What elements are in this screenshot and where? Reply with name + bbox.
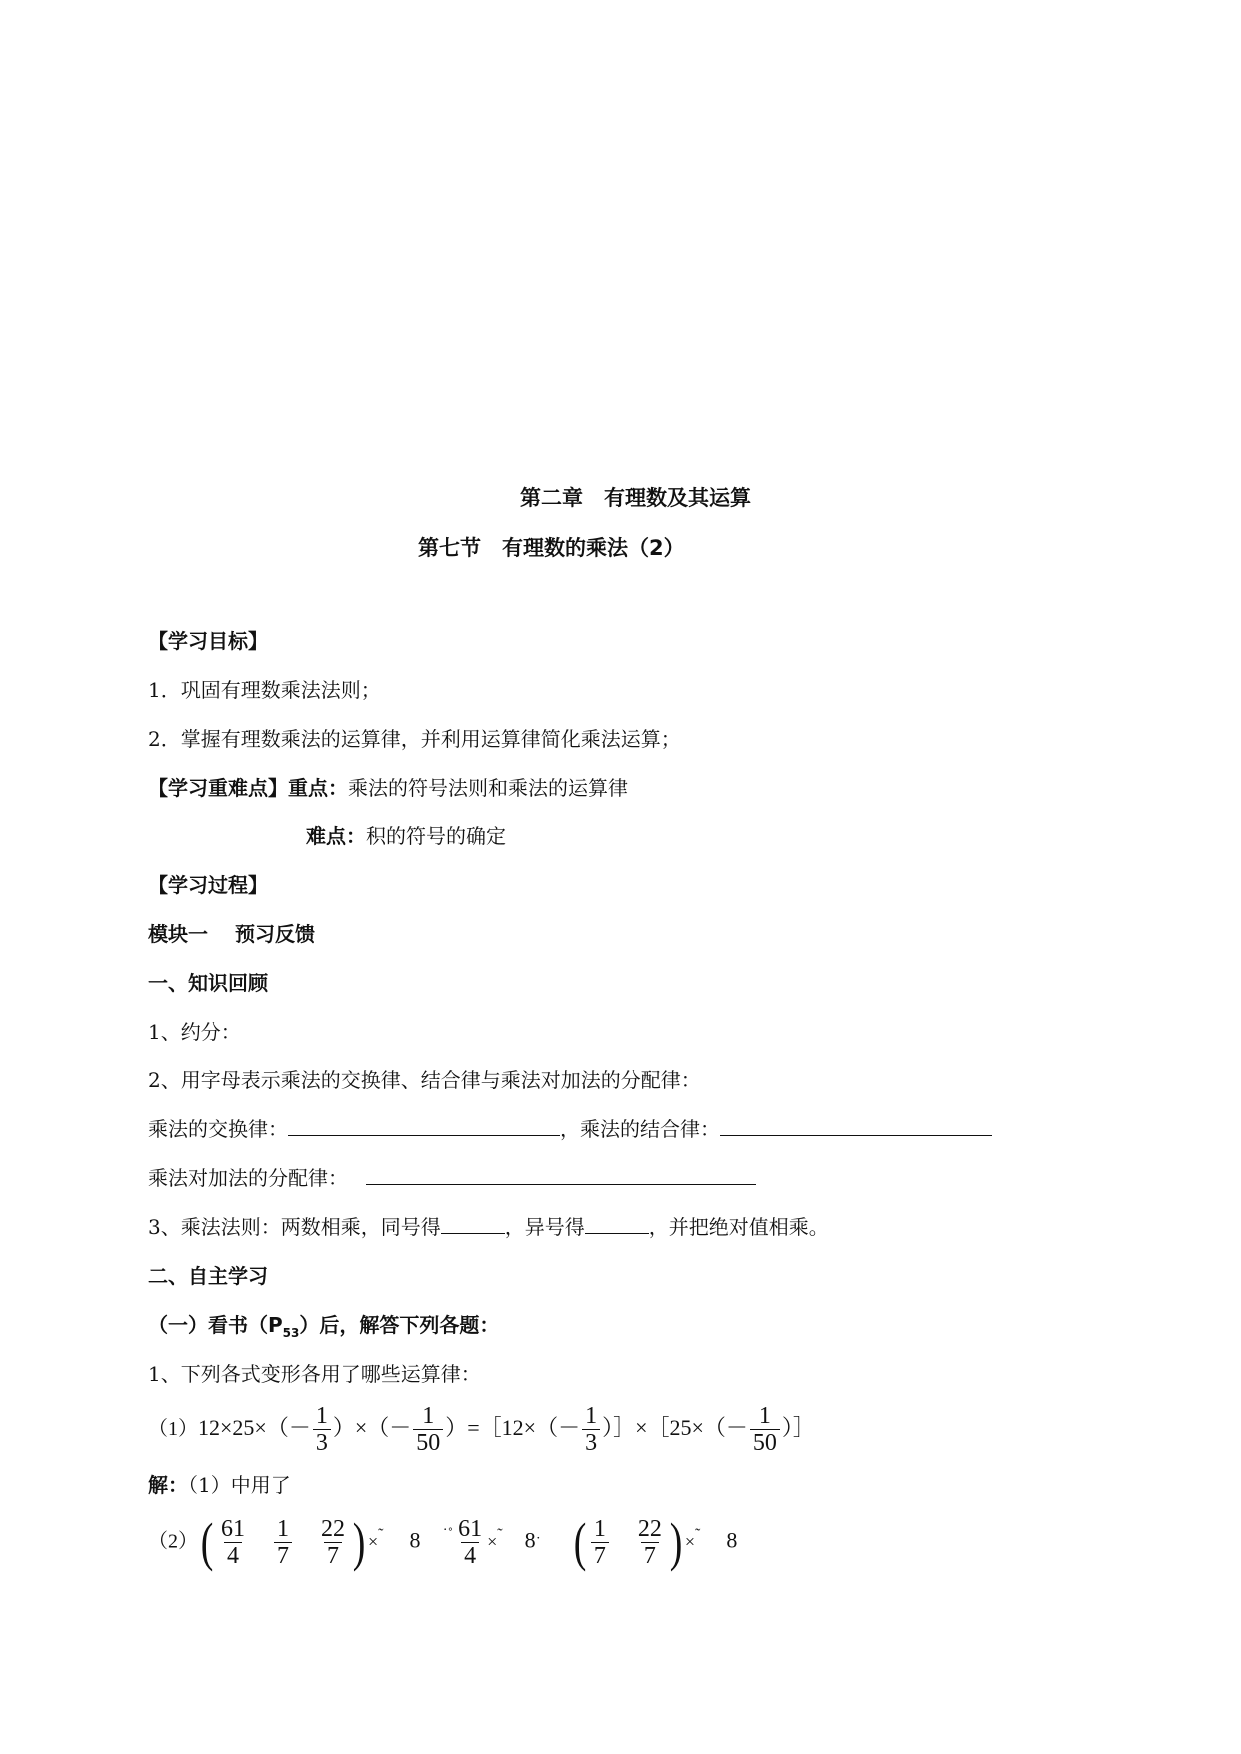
example-2 bbox=[148, 1502, 737, 1576]
ex2-open-paren: ( bbox=[200, 1512, 214, 1573]
distributive-label: 乘法对加法的分配律： bbox=[148, 1166, 348, 1190]
key-text: 乘法的符号法则和乘法的运算律 bbox=[348, 776, 628, 800]
section-title: 第七节 有理数的乘法（2） bbox=[418, 536, 685, 560]
ex2-close-paren-2: ) bbox=[669, 1512, 683, 1573]
difficult-text: 积的符号的确定 bbox=[366, 824, 506, 848]
ex2-eight-1: 8 bbox=[409, 1527, 421, 1553]
subheading-a: （一）看书（P bbox=[148, 1313, 283, 1337]
ex1-t1: 12×25×（－ bbox=[198, 1415, 311, 1440]
q3-part2: ，异号得 bbox=[504, 1215, 585, 1239]
ex2-tilde-2: ˜ bbox=[497, 1526, 503, 1543]
law-row-1 bbox=[148, 1115, 992, 1143]
objectives-heading: 【学习目标】 bbox=[148, 629, 268, 653]
objective-item-1: 1．巩固有理数乘法法则； bbox=[148, 678, 381, 702]
subheading-b: ）后，解答下列各题： bbox=[299, 1313, 500, 1337]
module-heading: 模块一 预习反馈 bbox=[148, 922, 315, 946]
ex2-frac-d: $\frac{61}{4}$ bbox=[458, 1515, 483, 1569]
q3-part1: 3、乘法法则：两数相乘，同号得 bbox=[148, 1215, 441, 1239]
self-study-subheading bbox=[148, 1311, 499, 1347]
review-q3 bbox=[148, 1213, 829, 1241]
ex2-eight-2: 8 bbox=[524, 1527, 536, 1553]
ex2-frac-a: $\frac{61}{4}$ bbox=[220, 1515, 245, 1569]
example-1 bbox=[148, 1398, 815, 1459]
associative-label: ，乘法的结合律： bbox=[560, 1117, 720, 1141]
ex2-frac-f: $\frac{22}{7}$ bbox=[637, 1515, 662, 1569]
key-label: 重点： bbox=[288, 776, 348, 800]
law-row-2 bbox=[148, 1164, 756, 1192]
same-sign-blank[interactable] bbox=[441, 1213, 505, 1234]
self-study-heading: 二、自主学习 bbox=[148, 1264, 268, 1288]
ex2-frac-b: $\frac{1}{7}$ bbox=[274, 1516, 292, 1569]
subheading-page: 53 bbox=[282, 1326, 300, 1340]
chapter-title: 第二章 有理数及其运算 bbox=[520, 486, 751, 510]
difficult-row bbox=[306, 822, 506, 850]
difficult-label: 难点： bbox=[306, 824, 366, 848]
ex2-times-1: × bbox=[367, 1531, 379, 1552]
distributive-blank[interactable] bbox=[366, 1164, 756, 1185]
ex1-t5: ）］ bbox=[781, 1415, 815, 1440]
ex2-times-2: × bbox=[487, 1531, 498, 1552]
answer-text: （1）中用了 bbox=[188, 1473, 291, 1497]
ex1-frac-2: $\frac{1}{50}$ bbox=[413, 1403, 443, 1456]
ex1-frac-3: $\frac{1}{3}$ bbox=[582, 1403, 600, 1456]
ex2-frac-c: $\frac{22}{7}$ bbox=[320, 1515, 345, 1569]
ex2-mid-marks: ˙˚ bbox=[442, 1526, 454, 1543]
ex2-label: （2） bbox=[148, 1530, 198, 1553]
associative-blank[interactable] bbox=[720, 1115, 992, 1136]
review-q2: 2、用字母表示乘法的交换律、结合律与乘法对加法的分配律： bbox=[148, 1068, 701, 1092]
ex2-tilde-1: ˜ bbox=[378, 1526, 384, 1543]
ex2-times-3: × bbox=[684, 1531, 696, 1552]
key-points-heading: 【学习重难点】 bbox=[148, 776, 288, 800]
self-study-q1: 1、下列各式变形各用了哪些运算律： bbox=[148, 1362, 481, 1386]
objective-item-2: 2．掌握有理数乘法的运算律，并利用运算律简化乘法运算； bbox=[148, 727, 681, 751]
ex1-frac-1: $\frac{1}{3}$ bbox=[313, 1403, 331, 1456]
ex2-tilde-3: ˜ bbox=[695, 1526, 701, 1543]
ex1-frac-4: $\frac{1}{50}$ bbox=[750, 1403, 780, 1456]
process-heading: 【学习过程】 bbox=[148, 873, 268, 897]
commutative-blank[interactable] bbox=[288, 1115, 560, 1136]
ex1-t4: ）］×［25×（－ bbox=[602, 1415, 748, 1440]
answer-row bbox=[148, 1471, 291, 1499]
key-points-row bbox=[148, 774, 628, 802]
ex1-t2: ）×（－ bbox=[332, 1415, 412, 1440]
review-heading: 一、知识回顾 bbox=[148, 971, 268, 995]
q3-part3: ，并把绝对值相乘。 bbox=[648, 1215, 829, 1239]
commutative-label: 乘法的交换律： bbox=[148, 1117, 288, 1141]
ex2-close-paren: ) bbox=[352, 1512, 366, 1573]
ex2-dot: ˙ bbox=[535, 1534, 541, 1552]
ex2-frac-e: $\frac{1}{7}$ bbox=[591, 1516, 609, 1569]
ex2-eight-3: 8 bbox=[726, 1527, 738, 1553]
ex2-open-paren-2: ( bbox=[573, 1512, 587, 1573]
ex1-t3: ）=［12×（－ bbox=[445, 1415, 581, 1440]
ex1-label: （1） bbox=[148, 1418, 198, 1440]
review-q1: 1、约分： bbox=[148, 1020, 241, 1044]
diff-sign-blank[interactable] bbox=[585, 1213, 649, 1234]
answer-label: 解： bbox=[148, 1473, 188, 1497]
